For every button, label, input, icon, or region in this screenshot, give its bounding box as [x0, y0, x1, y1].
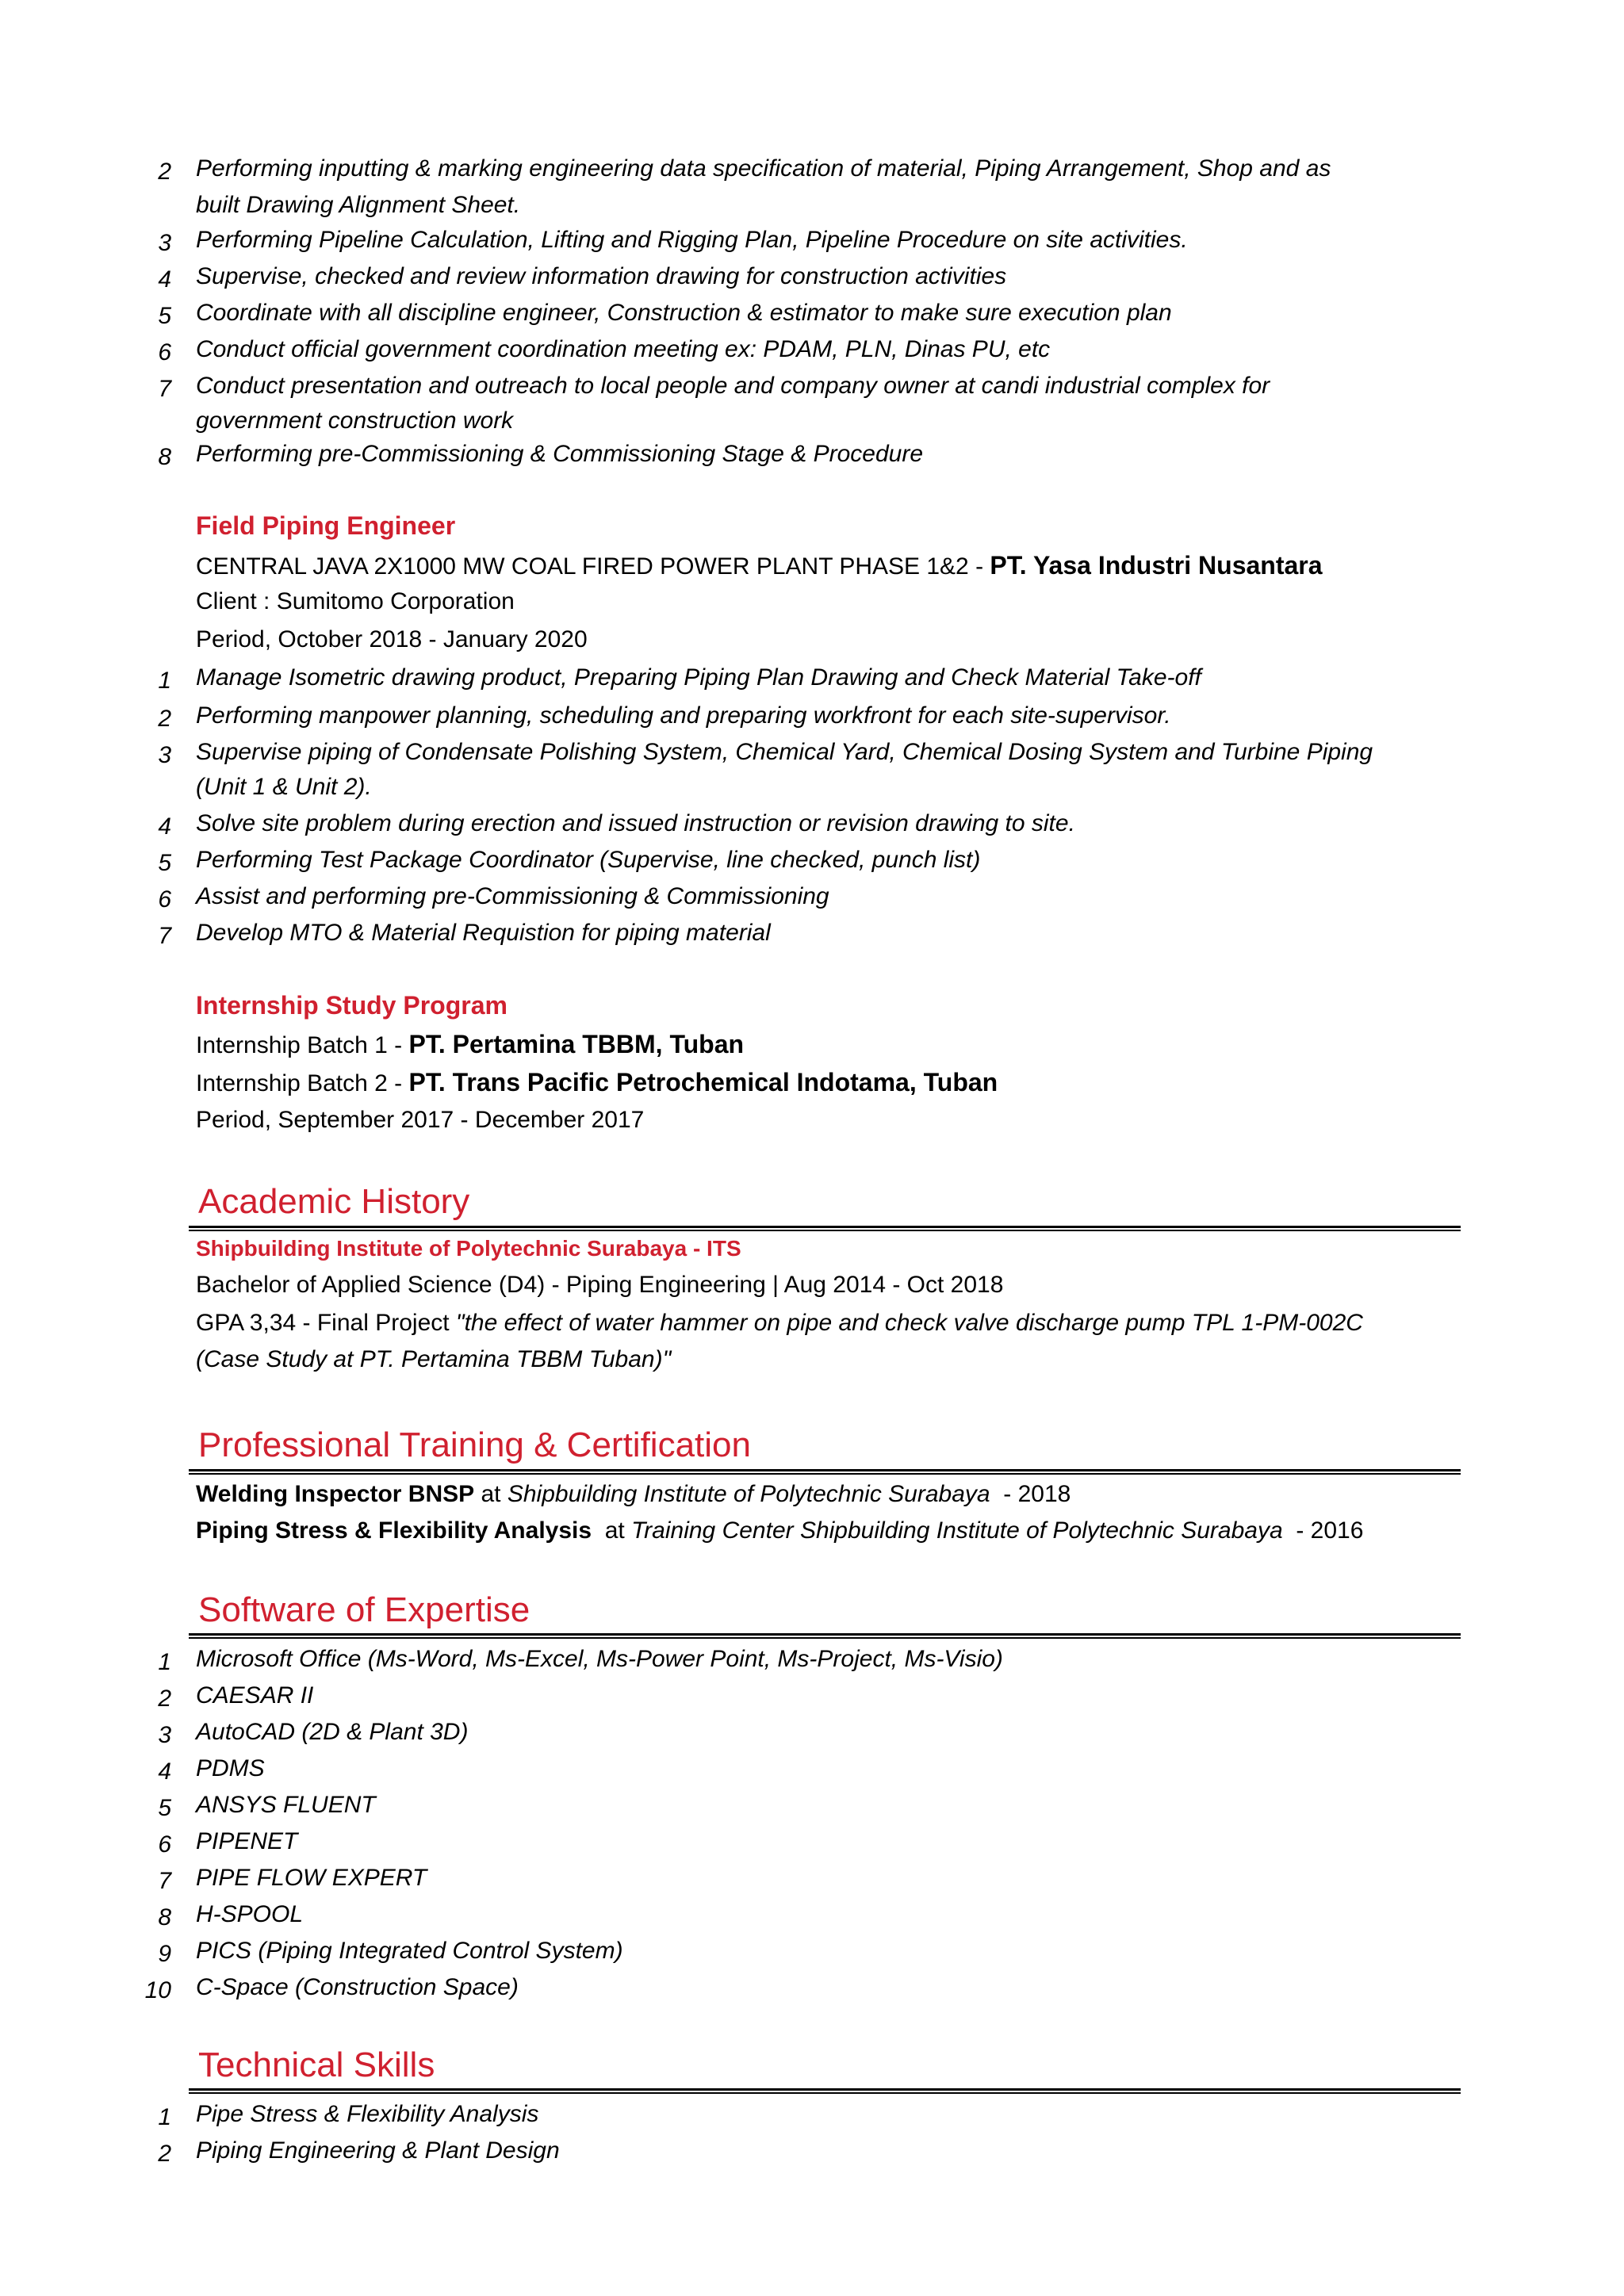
- training-name: Piping Stress & Flexibility Analysis: [196, 1517, 592, 1544]
- internship-batch-1: [0, 1026, 1624, 1062]
- list-item: [0, 1787, 1624, 1823]
- section-divider: [189, 1226, 1461, 1231]
- list-number: 5: [158, 850, 171, 876]
- list-number: 6: [158, 886, 171, 913]
- list-number: 5: [158, 1795, 171, 1821]
- list-text: Supervise, checked and review information drawing for construction activities: [196, 263, 1007, 289]
- list-number: 2: [158, 159, 171, 185]
- company-name: PT. Yasa Industri Nusantara: [990, 551, 1323, 580]
- list-item: [0, 295, 1624, 331]
- list-text: Solve site problem during erection and issued instruction or revision drawing to site.: [196, 810, 1075, 836]
- training-at: at: [474, 1481, 508, 1507]
- list-number: 7: [158, 376, 171, 402]
- degree-text: Bachelor of Applied Science (D4) - Piping Engineering | Aug 2014 - Oct 2018: [196, 1272, 1004, 1298]
- list-text: Piping Engineering & Plant Design: [196, 2137, 560, 2164]
- list-text: built Drawing Alignment Sheet.: [196, 192, 521, 218]
- list-text: Manage Isometric drawing product, Preparing Piping Plan Drawing and Check Material Take-off: [196, 664, 1201, 691]
- section-divider: [189, 1469, 1461, 1475]
- list-item: [0, 734, 1624, 771]
- list-text: C-Space (Construction Space): [196, 1974, 519, 2000]
- section-heading: Professional Training & Certification: [198, 1425, 751, 1464]
- training-year: - 2016: [1282, 1517, 1364, 1544]
- list-text: Assist and performing pre-Commissioning & Commissioning: [196, 883, 829, 909]
- list-item: [0, 660, 1624, 696]
- list-item: [0, 1678, 1624, 1714]
- batch-text: [196, 1064, 1433, 1102]
- training-text: [196, 1513, 1433, 1549]
- list-item-continuation: [0, 187, 1624, 224]
- list-number: 3: [158, 1722, 171, 1748]
- list-text: PICS (Piping Integrated Control System): [196, 1938, 623, 1964]
- list-number: 2: [158, 706, 171, 732]
- list-number: 5: [158, 303, 171, 329]
- list-text: Performing pre-Commissioning & Commissioning Stage & Procedure: [196, 441, 924, 467]
- list-text: government construction work: [196, 408, 514, 434]
- list-item: [0, 2096, 1624, 2133]
- training-year: - 2018: [990, 1481, 1071, 1507]
- gpa-line-continuation: [0, 1341, 1624, 1378]
- section-divider: [189, 1633, 1461, 1639]
- list-text: Performing manpower planning, scheduling and preparing workfront for each site-supervisor.: [196, 702, 1171, 729]
- list-item: [0, 1860, 1624, 1896]
- batch-label: Internship Batch 2 -: [196, 1070, 409, 1096]
- list-text: ANSYS FLUENT: [196, 1792, 376, 1818]
- list-item: [0, 258, 1624, 295]
- list-item: [0, 368, 1624, 404]
- list-number: 9: [158, 1941, 171, 1967]
- training-place: Training Center Shipbuilding Institute of Polytechnic Surabaya: [631, 1517, 1283, 1544]
- section-divider: [189, 2088, 1461, 2094]
- period-text: Period, September 2017 - December 2017: [196, 1107, 645, 1133]
- list-item: [0, 915, 1624, 951]
- list-text: Supervise piping of Condensate Polishing System, Chemical Yard, Chemical Dosing System and Turbine Piping: [196, 739, 1373, 765]
- section-heading: Academic History: [198, 1182, 470, 1221]
- list-item: [0, 806, 1624, 842]
- list-item: [0, 222, 1624, 258]
- list-text: PIPE FLOW EXPERT: [196, 1865, 427, 1891]
- list-item: [0, 1641, 1624, 1678]
- list-number: 4: [158, 813, 171, 840]
- project-text: [196, 547, 1433, 585]
- list-number: 4: [158, 1758, 171, 1785]
- training-place: Shipbuilding Institute of Polytechnic Surabaya: [507, 1481, 990, 1507]
- training-item: [0, 1476, 1624, 1513]
- internship-batch-2: [0, 1064, 1624, 1100]
- period-line: [0, 622, 1624, 658]
- list-text: H-SPOOL: [196, 1901, 304, 1927]
- training-item: [0, 1513, 1624, 1549]
- list-number: 7: [158, 923, 171, 949]
- gpa-text: [196, 1305, 1433, 1341]
- list-text: Performing inputting & marking engineering data specification of material, Piping Arrangement, Shop and as: [196, 155, 1331, 182]
- list-number: 3: [158, 742, 171, 768]
- list-number: 10: [144, 1977, 171, 2003]
- list-number: 7: [158, 1868, 171, 1894]
- job-title: Field Piping Engineer: [196, 511, 456, 540]
- client-line: [0, 584, 1624, 620]
- list-text: PDMS: [196, 1755, 265, 1781]
- list-number: 8: [158, 1904, 171, 1931]
- list-item: [0, 1751, 1624, 1787]
- list-number: 2: [158, 1686, 171, 1712]
- training-text: [196, 1476, 1433, 1513]
- list-item: [0, 151, 1624, 187]
- list-text: Develop MTO & Material Requistion for piping material: [196, 920, 771, 946]
- list-text: Coordinate with all discipline engineer, Construction & estimator to make sure execution plan: [196, 300, 1172, 326]
- section-heading: Software of Expertise: [198, 1590, 530, 1629]
- list-item: [0, 1714, 1624, 1751]
- list-text: Conduct official government coordination meeting ex: PDAM, PLN, Dinas PU, etc: [196, 336, 1051, 362]
- list-text: AutoCAD (2D & Plant 3D): [196, 1719, 469, 1745]
- company-name: PT. Pertamina TBBM, Tuban: [408, 1030, 745, 1058]
- degree-line: [0, 1267, 1624, 1303]
- list-text: (Unit 1 & Unit 2).: [196, 774, 372, 800]
- list-text: Conduct presentation and outreach to local people and company owner at candi industrial complex for: [196, 373, 1270, 399]
- client-text: Client : Sumitomo Corporation: [196, 588, 515, 614]
- project-name: CENTRAL JAVA 2X1000 MW COAL FIRED POWER PLANT PHASE 1&2 -: [196, 553, 990, 580]
- list-number: 6: [158, 1831, 171, 1858]
- final-project-title: (Case Study at PT. Pertamina TBBM Tuban)": [196, 1346, 672, 1372]
- training-at: at: [592, 1517, 632, 1544]
- project-line: [0, 547, 1624, 584]
- list-item: [0, 842, 1624, 878]
- list-item: [0, 2133, 1624, 2169]
- list-item: [0, 436, 1624, 473]
- list-text: Performing Pipeline Calculation, Lifting and Rigging Plan, Pipeline Procedure on site activities.: [196, 227, 1188, 253]
- gpa-line: [0, 1305, 1624, 1341]
- list-item-continuation: [0, 403, 1624, 439]
- list-number: 8: [158, 444, 171, 470]
- list-item: [0, 1969, 1624, 2006]
- list-text: Pipe Stress & Flexibility Analysis: [196, 2101, 539, 2127]
- list-item: [0, 331, 1624, 368]
- list-number: 2: [158, 2141, 171, 2167]
- list-item: [0, 1933, 1624, 1969]
- list-number: 4: [158, 266, 171, 293]
- period-line: [0, 1102, 1624, 1138]
- section-heading: Technical Skills: [198, 2045, 435, 2084]
- list-text: Microsoft Office (Ms-Word, Ms-Excel, Ms-Power Point, Ms-Project, Ms-Visio): [196, 1646, 1003, 1672]
- list-item: [0, 1896, 1624, 1933]
- training-name: Welding Inspector BNSP: [196, 1481, 475, 1507]
- list-item: [0, 878, 1624, 915]
- final-project-title: "the effect of water hammer on pipe and check valve discharge pump TPL 1-PM-002C: [455, 1310, 1363, 1336]
- batch-label: Internship Batch 1 -: [196, 1032, 409, 1058]
- gpa-label: GPA 3,34 - Final Project: [196, 1310, 456, 1336]
- list-number: 1: [158, 2104, 171, 2130]
- list-item: [0, 1823, 1624, 1860]
- list-number: 1: [158, 1649, 171, 1675]
- internship-title: Internship Study Program: [196, 991, 508, 1020]
- list-item: [0, 698, 1624, 734]
- company-name: PT. Trans Pacific Petrochemical Indotama, Tuban: [408, 1068, 998, 1096]
- list-text: PIPENET: [196, 1828, 298, 1854]
- list-item-continuation: [0, 769, 1624, 806]
- institution-name: Shipbuilding Institute of Polytechnic Surabaya - ITS: [196, 1236, 741, 1261]
- batch-text: [196, 1026, 1433, 1064]
- list-text: CAESAR II: [196, 1682, 314, 1709]
- list-number: 6: [158, 339, 171, 365]
- list-number: 3: [158, 230, 171, 256]
- period-text: Period, October 2018 - January 2020: [196, 626, 588, 652]
- list-number: 1: [158, 668, 171, 694]
- list-text: Performing Test Package Coordinator (Supervise, line checked, punch list): [196, 847, 981, 873]
